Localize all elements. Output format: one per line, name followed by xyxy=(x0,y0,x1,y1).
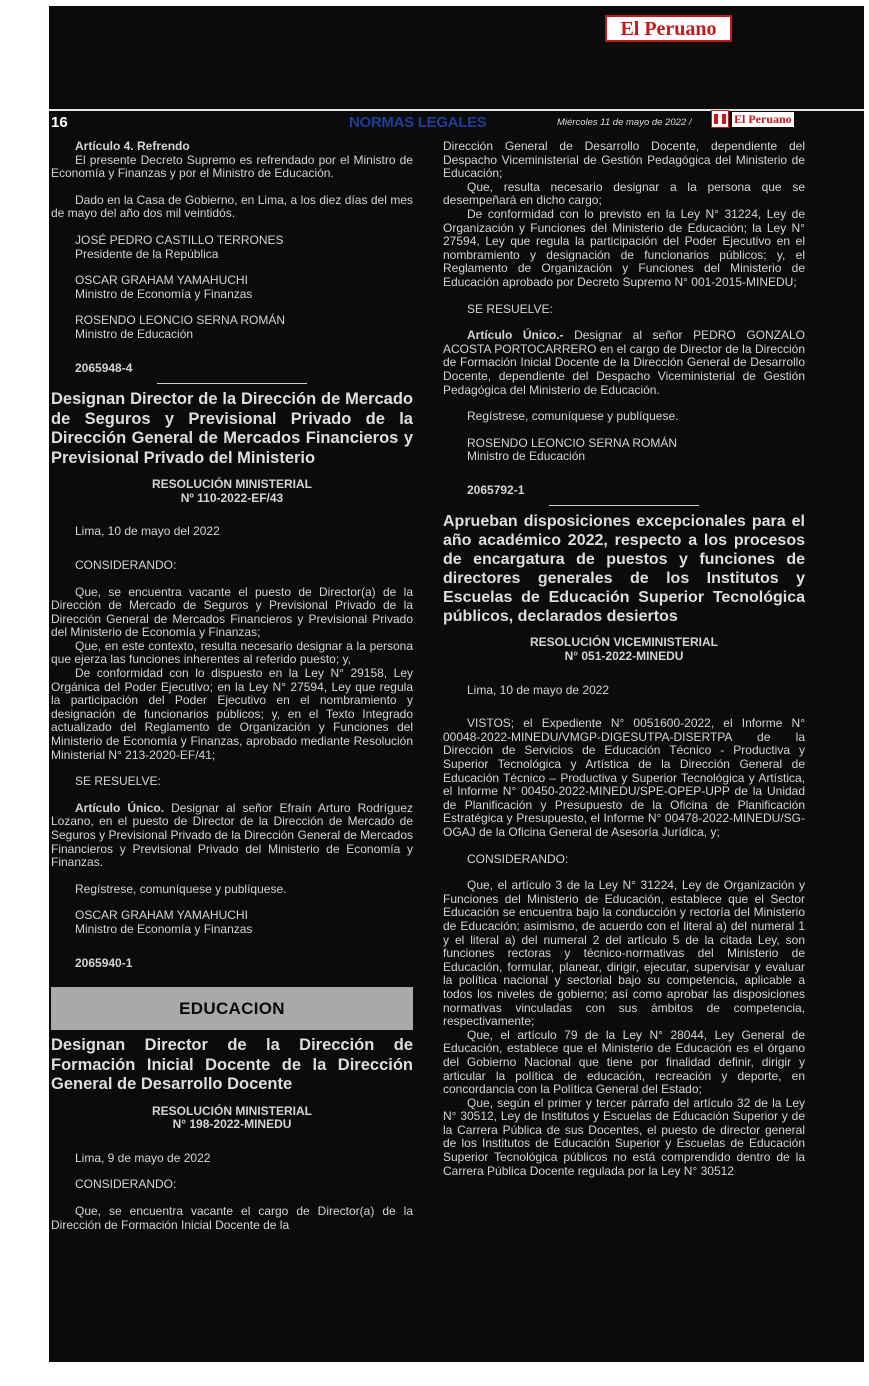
resolution-title: RESOLUCIÓN VICEMINISTERIAL xyxy=(529,635,718,650)
signatory-role: Ministro de Economía y Finanzas xyxy=(75,921,253,936)
section-band-educacion: EDUCACION xyxy=(51,987,413,1030)
article-label: Artículo Único.- xyxy=(467,328,564,343)
page-number: 16 xyxy=(51,113,68,131)
paragraph: Que, resulta necesario designar a la persona que se desempeñará en dicho cargo; xyxy=(443,179,805,208)
se-resuelve-heading: SE RESUELVE: xyxy=(467,301,553,316)
section-title: NORMAS LEGALES xyxy=(349,113,487,131)
article-text: Designar al señor PEDRO GONZALO ACOSTA PORTOCARRERO en el cargo de Director de la Dirección de Formación Inicial Docente de la Dirección General de Desarrollo Docente, dependiente del Despacho Viceministerial de Gestión Pedagógica del Ministerio de Educación. xyxy=(443,328,805,397)
closing-formula: Regístrese, comuníquese y publíquese. xyxy=(467,409,679,424)
document-code: 2065792-1 xyxy=(467,482,525,497)
considerando-heading: CONSIDERANDO: xyxy=(467,851,569,866)
document-code: 2065948-4 xyxy=(75,360,133,375)
small-logo xyxy=(711,110,794,128)
paragraph: De conformidad con lo previsto en la Ley N° 31224, Ley de Organización y Funciones del Ministerio de Educación; la Ley N° 27594, Ley que regula la participación del Poder Ejecutivo en el nombramiento y designación de funcionarios públicos; y, el Reglamento de Organización y Funciones del Ministerio de Educación aprobado por Decreto Supremo N° 001-2015-MINEDU; xyxy=(443,206,805,289)
signatory-name: JOSÉ PEDRO CASTILLO TERRONES xyxy=(75,232,284,247)
signatory-role: Ministro de Economía y Finanzas xyxy=(75,286,253,301)
paragraph: Que, el artículo 79 de la Ley N° 28044, Ley General de Educación, establece que el Ministerio de Educación es el órgano del Gobierno Nacional que tiene por finalidad definir, dirigir y articular la política de educación, recreación y deporte, en concordancia con la Política General del Estado; xyxy=(443,1027,805,1097)
resolution-number: Nº 110-2022-EF/43 xyxy=(180,490,284,505)
article-title: Artículo 4. Refrendo xyxy=(75,139,190,153)
el-peruano-logo xyxy=(605,15,732,42)
paragraph xyxy=(443,329,805,397)
separator-rule xyxy=(549,505,699,506)
considerando-heading: CONSIDERANDO: xyxy=(75,557,177,572)
right-column xyxy=(443,140,805,1178)
newspaper-page xyxy=(49,6,864,1362)
resolution-title: RESOLUCIÓN MINISTERIAL xyxy=(151,477,312,492)
logo-text: El Peruano xyxy=(620,17,717,40)
signatory-role: Ministro de Educación xyxy=(75,326,194,341)
signatory-name: ROSENDO LEONCIO SERNA ROMÁN xyxy=(75,313,286,328)
resolution-title: RESOLUCIÓN MINISTERIAL xyxy=(151,1103,312,1118)
resolution-number: N° 198-2022-MINEDU xyxy=(172,1117,292,1132)
article-text: Designar al señor Efraín Arturo Rodríguez Lozano, en el puesto de Director de la Dirección de Mercado de Seguros y Previsional Privado de la Dirección General de Mercados Financieros y Previsional Privado del Ministerio de Economía y Finanzas. xyxy=(51,800,414,870)
issue-date: Miércoles 11 de mayo de 2022 / xyxy=(557,116,692,128)
signatory-name: OSCAR GRAHAM YAMAHUCHI xyxy=(75,908,248,923)
small-logo-text: El Peruano xyxy=(734,111,792,126)
document-code: 2065940-1 xyxy=(75,955,133,970)
paragraph: VISTOS; el Expediente N° 0051600-2022, el Informe N° 00048-2022-MINEDU/VMGP-DIGESUTPA-DISERTPA de la Dirección de Servicios de Educación Técnico - Productiva y Superior Tecnológica y Artística de la Dirección General de Educación Técnico – Productiva y Superior Tecnológica y Artística, el Informe N° 00450-2022-MINEDU/SPE-OPEP-UPP de la Unidad de Planificación y Presupuesto de la Oficina de Planificación Estratégica y Presupuesto, el Informe N° 00478-2022-MINEDU/SG-OGAJ de la Oficina General de Asesoría Jurídica, y; xyxy=(443,716,805,839)
signatory-role: Presidente de la República xyxy=(75,246,219,261)
article-headline: Designan Director de la Dirección de Mercado de Seguros y Previsional Privado de la Dirección General de Mercados Financieros y Previsional Privado del Ministerio xyxy=(51,390,413,467)
signatory-role: Ministro de Educación xyxy=(467,449,586,464)
place-date: Lima, 9 de mayo de 2022 xyxy=(75,1150,211,1165)
paragraph: El presente Decreto Supremo es refrendado por el Ministro de Economía y Finanzas y por el Ministro de Educación. xyxy=(51,152,413,181)
closing-formula: Regístrese, comuníquese y publíquese. xyxy=(75,881,287,896)
paragraph: Que, se encuentra vacante el cargo de Director(a) de la Dirección de Formación Inicial Docente de la xyxy=(51,1204,413,1232)
left-column xyxy=(51,140,413,1232)
paragraph: Que, el artículo 3 de la Ley N° 31224, Ley de Organización y Funciones del Ministerio de Educación, establece que el Sector Educación se encuentra bajo la conducción y rectoría del Ministerio de Educación; asimismo, de acuerdo con el literal a) del numeral 1 y el literal a) del numeral 2 del artículo 5 de la citada Ley, son funciones rectoras y técnico-normativas del Ministerio de Educación, formular, planear, dirigir, ejecutar, supervisar y evaluar la política nacional y sectorial bajo su competencia, aplicable a todos los niveles de gobierno; así como aprobar las disposiciones normativas vinculadas con sus ámbitos de competencia, respectivamente; xyxy=(443,878,805,1029)
paragraph: De conformidad con lo dispuesto en la Ley N° 29158, Ley Orgánica del Poder Ejecutivo; en la Ley N° 27594, Ley que regula la participación del Poder Ejecutivo en el nombramiento y designación de funcionarios públicos; y, en el Texto Integrado actualizado del Reglamento de Organización y Funciones del Ministerio de Economía y Finanzas, aprobado mediante Resolución Ministerial N° 213-2020-EF/41; xyxy=(51,666,413,762)
article-headline: Designan Director de la Dirección de Formación Inicial Docente de la Dirección General de Desarrollo Docente xyxy=(51,1036,413,1094)
article-headline: Aprueban disposiciones excepcionales para el año académico 2022, respecto a los procesos de encargatura de puestos y funciones de directores generales de los Institutos y Escuelas de Educación Superior Tecnológica públicos, declarados desiertos xyxy=(443,513,805,626)
signatory-name: OSCAR GRAHAM YAMAHUCHI xyxy=(75,273,248,288)
paragraph: Que, según el primer y tercer párrafo del artículo 32 de la Ley N° 30512, Ley de Institutos y Escuelas de Educación Superior y de la Carrera Pública de sus Docentes, el puesto de director general de los Institutos de Educación Superior y Escuelas de Educación Superior Tecnológica públicos no está comprendido dentro de la Carrera Pública Docente regulada por la Ley N° 30512 xyxy=(443,1095,805,1178)
separator-rule xyxy=(157,383,307,384)
resolution-number: N° 051-2022-MINEDU xyxy=(564,649,684,664)
paragraph: Que, se encuentra vacante el puesto de Director(a) de la Dirección de Mercado de Seguros y Previsional Privado de la Dirección General de Mercados Financieros y Previsional Privado del Ministerio de Economía y Finanzas; xyxy=(51,584,413,640)
coat-of-arms-icon xyxy=(711,110,729,128)
place-date: Lima, 10 de mayo del 2022 xyxy=(75,524,220,539)
paragraph: Que, en este contexto, resulta necesario designar a la persona que ejerza las funciones inherentes al referido puesto; y, xyxy=(51,638,413,667)
se-resuelve-heading: SE RESUELVE: xyxy=(75,774,161,789)
place-date: Lima, 10 de mayo de 2022 xyxy=(467,682,610,697)
article-label: Artículo Único. xyxy=(75,800,165,815)
paragraph xyxy=(51,802,413,870)
considerando-heading: CONSIDERANDO: xyxy=(75,1177,177,1192)
signatory-name: ROSENDO LEONCIO SERNA ROMÁN xyxy=(467,435,678,450)
paragraph: Dado en la Casa de Gobierno, en Lima, a los diez días del mes de mayo del año dos mil veintidós. xyxy=(51,192,413,221)
paragraph: Dirección General de Desarrollo Docente, dependiente del Despacho Viceministerial de Gestión Pedagógica del Ministerio de Educación; xyxy=(443,139,805,181)
